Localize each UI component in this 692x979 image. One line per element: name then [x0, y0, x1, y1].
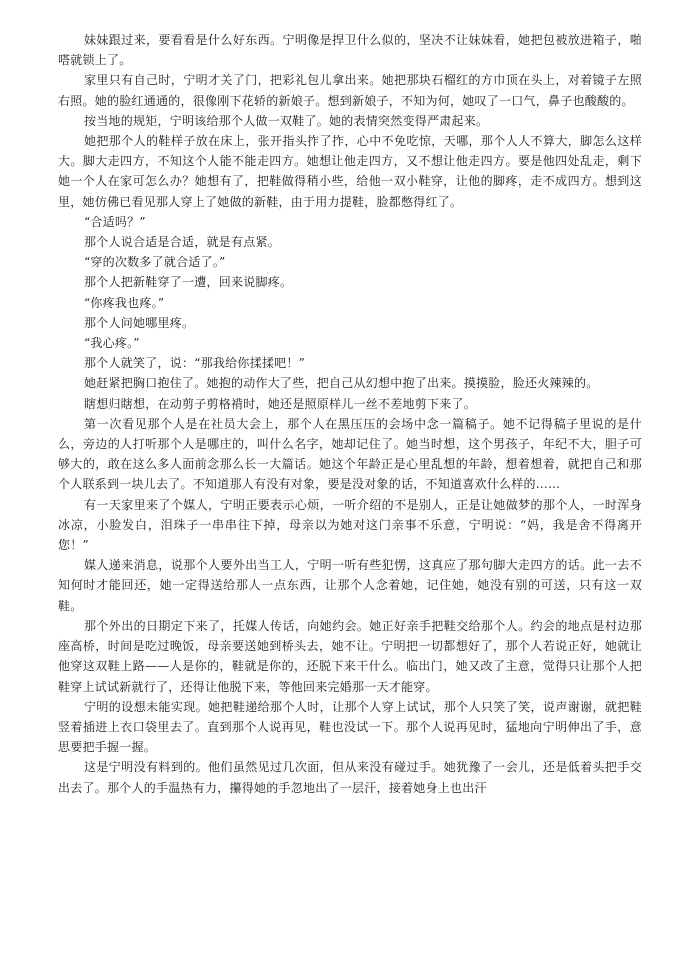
dialogue-line: “穿的次数多了就合适了。”: [84, 255, 226, 270]
paragraph: 媒人递来消息，说那个人要外出当工人，宁明一听有些犯愣，这真应了那句脚大走四方的话。此一去不知何时才能回还，她一定得送给那人一点东西，让那个人念着她，记住她，她没有别的可送，只有这一双鞋。: [58, 558, 642, 613]
dialogue-line: “合适吗？”: [84, 214, 146, 229]
dialogue-line: “你疼我也疼。”: [84, 295, 165, 310]
paragraph: 妹妹跟过来，要看看是什么好东西。宁明像是捍卫什么似的，坚决不让妹妹看，她把包被放进箱子，啪嗒就锁上了。: [58, 33, 642, 68]
paragraph: 她把那个人的鞋样子放在床上，张开指头拃了拃，心中不免吃惊，天哪，那个人人不算大，脚怎么这样大。脚大走四方，不知这个人能不能走四方。她想让他走四方，又不想让他走四方。要是他四处乱走，剩下她一个人在家可怎么办？她想有了，把鞋做得稍小些，给他一双小鞋穿，让他的脚疼，走不成四方。想到这里，她仿佛已看见那人穿上了她做的新鞋，由于用力提鞋，脸都憋得红了。: [58, 134, 642, 209]
paragraph: 这是宁明没有料到的。他们虽然见过几次面，但从来没有碰过手。她犹豫了一会儿，还是低着头把手交出去了。那个人的手温热有力，攥得她的手忽地出了一层汗，接着她身上也出汗: [58, 760, 642, 795]
paragraph: 她赶紧把胸口抱住了。她抱的动作大了些，把自己从幻想中抱了出来。摸摸脸，脸还火辣辣的。: [84, 376, 599, 391]
paragraph: 家里只有自己时，宁明才关了门，把彩礼包儿拿出来。她把那块石榴红的方巾顶在头上，对着镜子左照右照。她的脸红通通的，很像刚下花轿的新娘子。想到新娘子，不知为何，她叹了一口气，鼻子也酸酸的。: [58, 73, 642, 108]
dialogue-line: “我心疼。”: [84, 336, 140, 351]
paragraph: 那个外出的日期定下来了，托媒人传话，向她约会。她正好亲手把鞋交给那个人。约会的地点是村边那座高桥，时间是吃过晚饭，母亲要送她到桥头去，她不让。宁明把一切都想好了，那个人若说正好，她就让他穿这双鞋上路——人是你的，鞋就是你的，还脱下来干什么。临出门，她又改了主意，觉得只让那个人把鞋穿上试试新就行了，还得让他脱下来，等他回来完婚那一天才能穿。: [58, 618, 642, 694]
paragraph: 那个人就笑了，说：“那我给你揉揉吧！”: [84, 356, 306, 371]
paragraph: 瞎想归瞎想，在动剪子剪格褙时，她还是照原样儿一丝不差地剪下来了。: [84, 396, 477, 411]
paragraph: 那个人说合适是合适，就是有点紧。: [84, 235, 281, 250]
paragraph: 按当地的规矩，宁明该给那个人做一双鞋了。她的表情突然变得严肃起来。: [84, 113, 489, 128]
paragraph: 那个人问她哪里疼。: [84, 315, 195, 330]
paragraph: 第一次看见那个人是在社员大会上，那个人在黑压压的会场中念一篇稿子。她不记得稿子里说的是什么，旁边的人打听那个人是哪庄的，叫什么名字，她却记住了。她当时想，这个男孩子，年纪不大，胆子可够大的，敢在这么多人面前念那么长一大篇话。她这个年龄正是心里乱想的年龄，想着想着，就把自己和那个人联系到一块儿去了。不知道那人有没有对象，要是没对象的话，不知道喜欢什么样的……: [58, 416, 642, 492]
paragraph: 宁明的设想未能实现。她把鞋递给那个人时，让那个人穿上试试，那个人只笑了笑，说声谢谢，就把鞋竖着插进上衣口袋里去了。直到那个人说再见，鞋也没试一下。那个人说再见时，猛地向宁明伸出了手，意思要把手握一握。: [58, 699, 642, 755]
paragraph: 那个人把新鞋穿了一遭，回来说脚疼。: [84, 275, 293, 290]
paragraph: 有一天家里来了个媒人，宁明正要表示心烦，一听介绍的不是别人，正是让她做梦的那个人，一时浑身冰凉，小脸发白，泪珠子一串串往下掉，母亲以为她对这门亲事不乐意，宁明说：“妈，我是舍不得离开您！”: [58, 497, 642, 553]
